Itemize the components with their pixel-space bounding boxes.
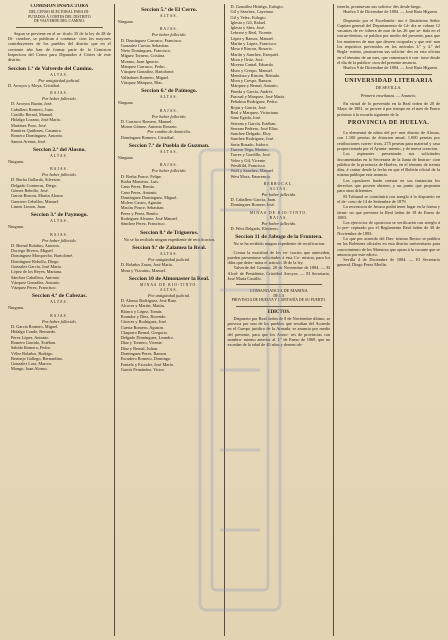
list-item: Romero Garrido, Estéban. — [11, 339, 57, 345]
list-item: García Fernández, Victor. — [120, 366, 165, 372]
section-6-bajas: BAJAS. — [159, 108, 179, 113]
section-2-ninguna: Ninguna. — [8, 158, 24, 164]
list-item: Pascual y Marquez, José María. — [230, 94, 286, 100]
list-item: Mora y Ortiz, José. — [230, 56, 264, 62]
section-1-altas: ALTAS. — [50, 72, 69, 77]
section-5-bajas: BAJAS. — [159, 27, 179, 32]
section-6-list — [118, 119, 221, 130]
list-item: Mesa é Rincon, Rosario. — [230, 46, 273, 52]
list-item: Fontelo y Escuder, José María. — [120, 361, 174, 367]
list-item: Dominguez Morquecho, Bartolomé. — [11, 253, 74, 259]
minas-heading: MINAS DE RIO-TINTO. — [249, 210, 309, 215]
section-2-list — [8, 177, 111, 209]
list-item: D. Carrasco Romero, Manuel. — [120, 118, 173, 124]
list-item: D. García Romero, Miguel. — [11, 324, 59, 330]
university-text: En virtud de lo prevenido en la Real órden de 20 de Mayo de 1881, se provee á por tiempo en el mes de Enero próximo á la escuela siguiente de la — [337, 101, 440, 117]
section-5-note: Por haber fallecido. — [151, 32, 187, 38]
section-5-list — [118, 38, 221, 86]
list-item: López y Ramos, Manuel. — [230, 35, 274, 41]
list-item: Alcocer y Martín, Matías. — [120, 303, 166, 309]
commission-subtitle-3: DE VALVERDE DEL CAMINO. — [33, 19, 85, 24]
list-item: Domínguez Domínguez, Miguel. — [120, 194, 178, 200]
province-date: Sevilla 4 de Diciembre de 1884. — El Secretario general, Diego Perez Merlín. — [337, 257, 440, 268]
list-item: Cano Perez, Benito. — [120, 184, 156, 190]
list-item: Real y Marquez, Victoriano. — [230, 109, 280, 115]
list-item: Mendoza y Rincón, Rómulo. — [230, 72, 281, 78]
section-9-list — [118, 262, 221, 273]
list-item: Dorrego Rivero, Miguel. — [11, 248, 54, 254]
column-1 — [6, 4, 113, 636]
section-9-note: Por antigüedad judicial. — [148, 256, 191, 262]
edicto-date-1: Huelva 5 de Diciembre de 1884. — José Ruiz Higuero. — [343, 9, 439, 15]
province-title: PROVINCIA DE HUELVA. — [347, 120, 430, 127]
section-10-altas: ALTAS. — [159, 287, 179, 292]
list-item: Mongo, Juan Alonso. — [11, 366, 48, 372]
list-item: Hidalgo Conde, Bernardo. — [11, 329, 57, 335]
section-4-altas: ALTAS. — [50, 300, 69, 305]
section-2-heading: Seccion 2.ª del Alosno. — [32, 146, 86, 153]
edicto-continued: tenerla, promuevan sus solicitu- des desde luego. — [337, 4, 422, 9]
section-11-heading: Seccion 11 de Jabugo de la Frontera. — [235, 234, 323, 241]
section-6-heading: Seccion 6.ª de Paimogo. — [141, 88, 198, 95]
section-10-heading: Seccion 10 de Almonaster la Real. — [128, 275, 210, 282]
list-item: Velez y Gil, Vicente. — [230, 157, 267, 163]
column-2 — [116, 4, 223, 636]
section-10-note: Por antigüedad judicial. — [148, 292, 191, 298]
section-7-bajas: BAJAS. — [159, 163, 179, 168]
section-4-note: Por haber fallecido. — [42, 318, 77, 324]
list-item: Sanchez Rodríguez, José. — [230, 136, 275, 142]
section-6-altas: ALTAS. — [159, 95, 179, 100]
berrocal-heading: BERROCAL. — [263, 181, 294, 186]
berrocal-list — [228, 197, 331, 208]
section-5-ninguna: Ninguna. — [117, 19, 134, 24]
list-item: Serrano Pedrero, José Elías. — [230, 125, 279, 131]
list-item: López de los Reyes, Mariana. — [11, 269, 63, 275]
list-item: Delgado Domínguez, Leandro. — [120, 335, 174, 341]
list-item: Díaz y Bernal, Julian. — [120, 345, 159, 351]
list-item: Sánchez Perez, Francisco. — [120, 221, 166, 227]
list-item: Gonzalez Cuesta, Sebastian. — [120, 42, 170, 48]
section-3-heading: Seccion 3.ª de Paymogo. — [30, 212, 88, 219]
comandancia-de-la: DE LA — [273, 293, 285, 298]
university-section: Primera enseñanza. — Anuncio. — [360, 92, 417, 98]
list-item: Nieto Domínguez, Francisco. — [120, 48, 172, 54]
list-item: Torrero Vega, Marino. — [230, 147, 269, 153]
list-item: Pineda y García, Andrés. — [230, 88, 274, 94]
list-item: Domínguez Perez, Ramon. — [120, 351, 168, 357]
list-item: Sanz Egeda, José. — [230, 115, 262, 121]
province-text-5: La recreacion de Jnvaca podrá tener lugar en la forma y térmi- no que previene la Real órden de 18 de Enero de 1883. — [337, 204, 440, 220]
list-item: Domínguez Romero José. — [230, 202, 276, 208]
divider — [16, 27, 103, 28]
section-1-list — [8, 101, 111, 143]
list-item: Márquez y Bernal, Antonio. — [230, 83, 279, 89]
province-text-7: Lo que por acuerdo del Dus- trisimo Rector se publica en los Boletines oficiales en esta distrito universitario para conocimiento de los Maestros que optan á la vacante que se anuncia por este edicto. — [337, 235, 440, 257]
section-11-text: No se ha recibido ningun expediente de rectificacion. — [233, 241, 326, 247]
section-6-note-2: Por cambio de domicilio. — [147, 129, 191, 135]
list-item: Wolf y Sanchez, Manuel. — [230, 168, 274, 174]
list-item: Rojas y García, José. — [230, 104, 267, 110]
list-item: Romero Domínguez, Antonio. — [11, 133, 64, 139]
list-item: Molero Castro, Agustin. — [120, 200, 163, 206]
list-item: Domínguez Romero, Cristóbal. — [120, 134, 175, 140]
list-item: Bermejo Gallego, Bernardino. — [11, 355, 64, 361]
list-item: Lebrero y Real, Vicente. — [230, 30, 273, 36]
list-item: Míguez Tornero, Cristina. — [120, 53, 166, 59]
list-item: Martínez Pozo, José. — [11, 122, 47, 128]
university-title: UNIVERSIDAD LITERARIA — [344, 77, 433, 84]
section-3-altas: ALTAS. — [50, 219, 69, 224]
list-item: D. Domínguez Carrasco, Francisco. — [120, 37, 183, 43]
list-item: Sabido Romero, Pedro. — [11, 345, 52, 351]
list-item: Márquez Carrasco, Pedro. — [120, 64, 166, 70]
province-text-4: El Tribunal se constituirá con arreglo á lo dispuesto en el de- creto de 14 de Setiembre de 1879. — [337, 193, 440, 204]
section-1-bajas: BAJAS. — [50, 91, 69, 96]
list-item: Vázquez González, Bartolomé. — [120, 69, 175, 75]
list-item: Martín y López, Francisco. — [230, 41, 278, 47]
section-7-heading: Seccion 7.ª de Puebla de Guzman. — [128, 143, 210, 150]
section-4-list — [8, 324, 111, 372]
list-item: D. Bernal Bolaños, Antonio. — [11, 242, 60, 248]
list-item: Díaz y Tornero, Vicente. — [120, 340, 163, 346]
list-item: Cuesta Romero, Agustin. — [120, 324, 164, 330]
intro-paragraph: Segun se previene en el ar- tículo 35 de la ley de 28 de Di- ciembre, se publican á continua- cion los mayores contribuyentes de los pueblos del distrito que en el corriente año han de formar parte de la Comision Inspectora del Censo para Diputados á Córtes de este distrito. — [8, 30, 111, 63]
commission-title: COMISION INSPECTORA — [30, 4, 89, 9]
section-3-bajas: BAJAS. — [50, 232, 69, 237]
list-item: Castillo Bernal, Manuel. — [11, 112, 54, 118]
list-item: Macías Ponce, Sebastian. — [120, 205, 165, 211]
list-item: Iglesia y Gil, Rafael. — [230, 19, 267, 25]
column-rule — [114, 4, 115, 636]
list-item: Martín y Sanchez, Ezequiel. — [230, 51, 280, 57]
comandancia-title: COMANDANCIA DE MARINA — [249, 288, 308, 294]
section-7-altas: ALTAS. — [159, 150, 179, 155]
province-text-1: La elemental de niños del pri- mer distrito de Alosno, con 1.100 pesetas de dotacion anual, 1.000 pesetas por retribuciones corres- tivas, 275 pesetas para material y casa proporcionada por el Ayunta- miento, y de nueva creacion. — [337, 130, 440, 151]
list-item: Limon Limon, Juan. — [11, 203, 47, 209]
list-item: Perez López, Antonio. — [11, 334, 50, 340]
list-item: Guerrero Ceballos, Manuel. — [11, 198, 59, 204]
section-8-text: No se ha recibido ningun expediente de rectificacion. — [123, 236, 216, 242]
list-item: Serrano y García, Estéban. — [230, 120, 277, 126]
list-item: Gil y Sánchez, Cayetano. — [230, 9, 275, 15]
section-10-list — [118, 298, 221, 372]
commission-subtitle-2: PUTADOS Á CORTES DEL DISTRITO — [28, 14, 91, 19]
column-4 — [335, 4, 442, 636]
section-4-heading: Seccion 4.ª de Cabezas. — [31, 293, 87, 300]
list-item: Moron Gómez, Antonio Rosario. — [120, 124, 178, 130]
section-1-note: Por antigüedad judicial. — [38, 77, 81, 83]
column-rule — [224, 4, 225, 636]
list-item: Vázquez González, Antonio. — [11, 279, 61, 285]
section-1-alta-entry: D. Arroyos y Moya, Cristóbal. — [8, 82, 61, 88]
section-1-heading: Seccion 1.ª de Valverde del Camino. — [8, 65, 94, 72]
section-8-heading: Seccion 8.ª de Trigueros. — [140, 229, 199, 236]
section-2-note: Por haber fallecido. — [42, 172, 77, 178]
list-item: Delgado Contreras, Diego. — [11, 182, 58, 188]
minas-bajas: BAJAS. — [269, 215, 289, 220]
list-item: D. Borba Gallardo, Silvestre. — [11, 177, 62, 183]
list-item: Blanco y López, Tomás. — [120, 308, 163, 314]
list-item: Cáceres y Rodríguez, José. — [120, 319, 168, 325]
list-item: D. Alonso Rodríguez, José Ruiz. — [120, 298, 177, 304]
list-item: D. Bolaños Zarza, José María. — [120, 262, 173, 268]
list-item: Westlfild, Francisco. — [230, 162, 267, 168]
section-9-altas: ALTAS. — [159, 251, 179, 256]
section-6-note: Por haber fallecido. — [151, 113, 187, 119]
list-item: Ramírez Quiñones, Casimiro. — [11, 127, 63, 133]
list-item: Gonzalez García, José María. — [11, 263, 62, 269]
berrocal-note: Por haber fallecido. — [261, 191, 297, 197]
province-text-6: Los ejercicios de oposicion se verificarán con arreglo á lo pre- ceptuado por el Reglamento Real órden de 30 de Noviembre de 1883. — [337, 220, 440, 236]
list-item: Santos Arenas, José. — [11, 138, 47, 144]
edicto-text: Dispuesto por Real órden de 8 de Noviembre último, se provoca por uno de los pueblos que resultan del Acuerdo en el Cuerpo juridico de la Armada, se anuncia por medio del presente, para que los Aseso- res de provincias con nombra- miento anterior al 1.º de Enero de 1869, que no excedan de la edad de 40 años y deseen ob- — [227, 315, 331, 348]
list-item: Sanchez Delgado, Eloy. — [230, 131, 272, 137]
section-1-note-2: Por haber fallecido. — [42, 96, 77, 102]
list-item: D. Arroyos Bazán, José. — [11, 101, 53, 107]
edictos-title: EDICTOS. — [267, 309, 291, 315]
list-item: D. Caballero García, Juan. — [230, 197, 277, 203]
list-item: D. Borba Ponce, Felipe. — [120, 173, 163, 179]
list-item: Domínguez Rebollo, Diego. — [11, 258, 60, 264]
commission-subtitle-1: DEL CENSO ELECTORAL PARA DI- — [29, 10, 90, 14]
list-item: Boundor y Díez, Rosendo. — [120, 313, 167, 319]
section-2-bajas: BAJAS. — [50, 167, 69, 172]
list-item: García Rincon, Martin Alonso — [11, 193, 64, 199]
list-item: Perez y Perez, Benito. — [120, 210, 159, 216]
edicto-2-text: Dispuesto por el Excelentísi- mo é Ilustrísimo Señor Capitan general del Departamento de Cá- diz se cubran 12 vacantes de es- tribera de mar de las 26 que se- ñala en el inicuo-destino, se publica por medio del presente, para que los marineros de mar que deseen ocuparlas y que reú- nan los requisitos prevenidos en los artículos 3.º y 4.º del Regla- mento, promuevan sus solicitu- des en esta oficina en el término de un mes, que comenzará á con- tarse desde el día de la publica- cion del presente anuncio. — [337, 17, 440, 65]
section-9-heading: Seccion 9.ª de Zalamea la Real. — [132, 244, 207, 251]
divider — [236, 306, 323, 307]
list-item: Moreno Cantal, Eduardo. — [230, 62, 275, 68]
list-item: Borba Monteiro, Luis. — [120, 178, 160, 184]
column-rule — [333, 4, 334, 636]
section-6-ninguna: Ninguna. — [117, 100, 134, 106]
section-7-ninguna: Ninguna. — [117, 155, 134, 161]
section-5-heading: Seccion 5.ª de El Cerro. — [141, 7, 198, 13]
list-item: Hidalgo Lozano, José María. — [11, 117, 61, 123]
list-item: Caballero Romero, Juan. — [11, 106, 54, 112]
section-2-altas: ALTAS. — [50, 153, 69, 158]
university-subtitle: DE SEVILLA. — [375, 84, 402, 90]
minas-list — [228, 226, 331, 231]
list-item: Mora y Crespo, Ramon. — [230, 78, 272, 84]
closing-paragraph: Contra la exactitud de los ex- tractos que anteceden, pueden presentarse solicitudes á esta Co- mision, para los ddas que deter- mina el artículo 36 de la ley. — [227, 249, 331, 266]
section-3-note: Por haber fallecido. — [42, 237, 77, 243]
section-10-minas: MINAS DE RIO-TINTO. — [139, 282, 199, 287]
list-item: Gil y Velez, Eulogio. — [230, 14, 267, 20]
section-7-list — [118, 174, 221, 227]
comandancia-subtitle: PROVINCIA DE HUELVA Y CAPITANÍA DE SU PUERTO. — [231, 298, 327, 303]
list-item: Mora y Vizcaíno, Manuel. — [120, 267, 166, 273]
minas-note: Por haber fallecido. — [261, 220, 297, 226]
list-item: Vázquez Perez, Francisco. — [11, 285, 57, 291]
list-item: Vélez Bolaños, Rodrigo. — [11, 350, 54, 356]
list-item: Escudero Romero, Domingo. — [120, 356, 172, 362]
divider — [236, 284, 323, 285]
section-5-altas: ALTAS. — [159, 14, 179, 18]
list-item: D. González Hidalgo, Eulogio. — [230, 4, 284, 9]
continued-list — [228, 4, 331, 179]
column-3 — [226, 4, 333, 636]
section-3-ninguna: Ninguna. — [8, 224, 24, 230]
divider — [345, 74, 432, 75]
list-item: Torres y Gordillo, José. — [230, 152, 271, 158]
section-7-note: Por haber fallecido. — [151, 168, 187, 174]
edicto-date-2: Huelva 9 de Diciembre de 1884. — José Ruiz Higuero. — [343, 65, 439, 71]
berrocal-altas: ALTAS. — [269, 186, 289, 191]
section-6-list-2 — [118, 135, 221, 140]
list-item: Valladares Romero, Miguel. — [120, 74, 170, 80]
province-text-2: Los aspirantes presentarán sus solicitudes documentadas en la Secretaría de la Junta de Instruc- cion pública de la provincia de Huelva, en el término de treinta días, á contar desde la fecha en que el Boletín oficial de la misma publique este anuncio. — [337, 151, 440, 178]
list-item: Morano, Juan Ignacio. — [120, 58, 160, 64]
section-4-bajas: BAJAS. — [50, 313, 69, 318]
list-item: Chaparro Bernal, Gregorio. — [120, 329, 168, 335]
list-item: Peñalosa Rodríguez, Pedro. — [230, 99, 278, 105]
list-item: Gómez Rebollo, José. — [11, 188, 49, 194]
list-item: Iglesia y Sáez, José. — [230, 25, 265, 31]
closing-signature: Valverde del Camino, 20 de Noviembre de 1884. — El Alcal- de Presidente, Cristóbal Arroyos. — El Secretario, José María Castillo. — [227, 265, 331, 282]
list-item: Gonzalez Lara, Marcos. — [11, 361, 53, 367]
list-item: Rodríguez Alvarez, José Manuel. — [120, 216, 178, 222]
list-item: Muro y Crespo, Manuel. — [230, 67, 273, 73]
columns — [6, 4, 442, 636]
list-item: Cano Perez, Antonio. — [120, 189, 158, 195]
province-text-3: Los opositores harán constar en sus instancias los derechos que poseen obtener, y un punto que proponen para otras diferentes. — [337, 177, 440, 194]
list-item: Vázquez Márquez, Blas. — [120, 79, 163, 85]
section-4-ninguna: Ninguna. — [8, 305, 24, 311]
list-item: West Mora, Emerencio. — [230, 173, 272, 179]
list-item: D. West Delgado, Eleuterio. — [230, 225, 279, 231]
section-3-list — [8, 243, 111, 291]
list-item: Sánchez Caballero, Antonio. — [11, 274, 61, 280]
list-item: Soria Rosado, Isidoro. — [230, 141, 269, 147]
